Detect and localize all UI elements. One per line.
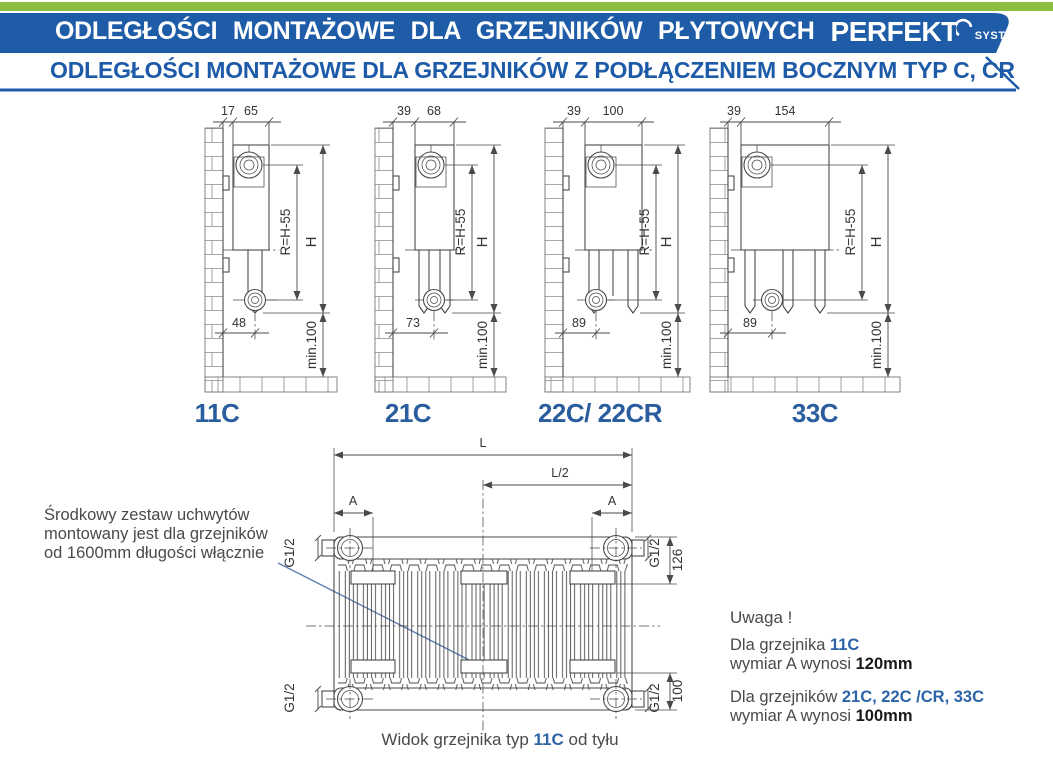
- brand-name: PERFEKT: [830, 16, 958, 47]
- note-value: 120mm: [855, 655, 913, 673]
- dim-bottom-offset: 89: [743, 316, 757, 330]
- dim-top-height: 126: [670, 548, 685, 572]
- header: [55, 16, 1023, 49]
- wall: [375, 128, 393, 392]
- dim-bottom-offset: 89: [572, 316, 586, 330]
- notes: [730, 608, 984, 740]
- dim-wall-offset: 39: [727, 104, 741, 118]
- page-title: ODLEGŁOŚCI MONTAŻOWE DLA GRZEJNIKÓW PŁYTOWYCH: [55, 17, 815, 45]
- page-subtitle: ODLEGŁOŚCI MONTAŻOWE DLA GRZEJNIKÓW Z PODŁĄCZENIEM BOCZNYM TYP C, CR: [50, 57, 1015, 83]
- annotation-line: od 1600mm długości włącznie: [44, 544, 265, 562]
- brand-swoosh-icon: [956, 15, 976, 37]
- dim-bottom-offset: 73: [406, 316, 420, 330]
- dim-conn-top-left: G1/2: [282, 538, 297, 568]
- note-text: Dla grzejników: [730, 688, 842, 706]
- diagram-33c-side-view: [698, 100, 913, 400]
- annotation-line: Środkowy zestaw uchwytów: [44, 506, 250, 524]
- note-type: 21C, 22C /CR, 33C: [841, 688, 985, 706]
- dim-conn-bottom-left: G1/2: [282, 683, 297, 713]
- dim-radius: R=H-55: [637, 208, 652, 256]
- dim-bottom-offset: 48: [232, 316, 246, 330]
- dim-bottom-height: 100: [670, 679, 685, 703]
- dim-min-floor: min.100: [659, 320, 674, 370]
- note-11c: [730, 636, 984, 674]
- note-other-types: [730, 688, 984, 726]
- note-text: Dla grzejnika: [730, 636, 830, 654]
- dim-depth: 154: [774, 104, 796, 118]
- brand-sub-name: SYSTEM: [974, 30, 1023, 42]
- type-label-21c: 21C: [384, 398, 432, 428]
- floor: [545, 377, 690, 392]
- caption-type: 11C: [533, 730, 564, 749]
- dim-height: H: [658, 236, 675, 248]
- dim-radius: R=H-55: [278, 208, 293, 256]
- wall: [545, 128, 563, 392]
- dim-min-floor: min.100: [475, 320, 490, 370]
- brand-logo: [831, 15, 1023, 47]
- dim-depth: 100: [602, 104, 624, 118]
- dim-min-floor: min.100: [869, 320, 884, 370]
- diagram-rear-view: [278, 432, 718, 769]
- dim-wall-offset: 39: [397, 104, 411, 118]
- dim-conn-bottom-right: G1/2: [647, 683, 662, 713]
- caption-suffix: od tyłu: [563, 730, 619, 749]
- dim-conn-top-right: G1/2: [647, 538, 662, 568]
- rear-view-caption: [290, 730, 710, 750]
- note-text: wymiar A wynosi: [730, 707, 856, 725]
- dim-height: H: [474, 236, 491, 248]
- type-label-22c: 22C/ 22CR: [537, 398, 663, 428]
- diagram-21c-side-view: [352, 100, 512, 400]
- dim-depth: 68: [427, 104, 441, 118]
- wall: [205, 128, 223, 392]
- wall: [710, 128, 728, 392]
- dim-half-length: L/2: [551, 466, 569, 480]
- type-label-11c: 11C: [194, 398, 240, 428]
- note-value: 100mm: [855, 707, 913, 725]
- notes-heading: Uwaga !: [730, 608, 793, 627]
- floor: [205, 377, 337, 392]
- dim-length: L: [479, 436, 487, 450]
- dim-depth: 65: [244, 104, 258, 118]
- diagram-11c-side-view: [185, 100, 345, 400]
- caption-prefix: Widok grzejnika typ: [381, 730, 534, 749]
- dim-a-left: A: [348, 494, 358, 508]
- dim-min-floor: min.100: [304, 320, 319, 370]
- dim-radius: R=H-55: [453, 208, 468, 256]
- dim-height: H: [868, 236, 885, 248]
- floor: [375, 377, 506, 392]
- dim-wall-offset: 17: [221, 104, 235, 118]
- type-label-33c: 33C: [791, 398, 839, 428]
- dim-height: H: [303, 236, 320, 248]
- diagram-22c-side-view: [518, 100, 698, 400]
- dim-a-right: A: [607, 494, 617, 508]
- annotation-line: montowany jest dla grzejników: [44, 525, 268, 543]
- note-type: 11C: [829, 636, 860, 654]
- center-bracket-annotation: [44, 506, 268, 563]
- note-text: wymiar A wynosi: [730, 655, 856, 673]
- dim-wall-offset: 39: [567, 104, 581, 118]
- floor: [710, 377, 900, 392]
- dim-radius: R=H-55: [843, 208, 858, 256]
